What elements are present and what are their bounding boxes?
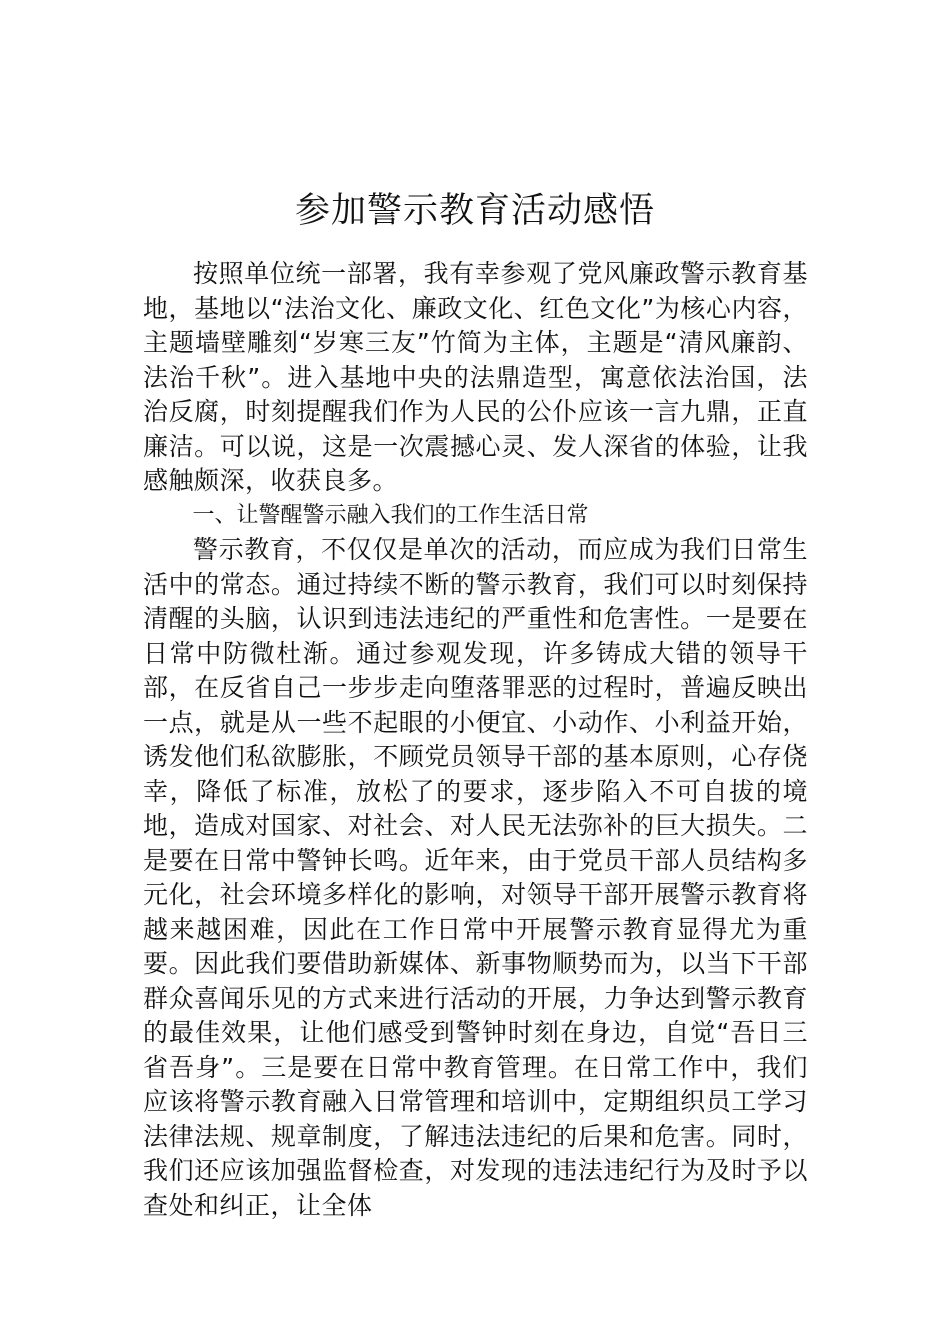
- document-body: [143, 257, 808, 1223]
- section-heading-1: 一、让警醒警示融入我们的工作生活日常: [192, 502, 589, 528]
- section-1-paragraph: 警示教育，不仅仅是单次的活动，而应成为我们日常生活中的常态。通过持续不断的警示教育，我们可以时刻保持清醒的头脑，认识到违法违纪的严重性和危害性。一是要在日常中防微杜渐。通过参观发现，许多铸成大错的领导干部，在反省自己一步步走向堕落罪恶的过程时，普遍反映出一点，就是从一些不起眼的小便宜、小动作、小利益开始，诱发他们私欲膨胀，不顾党员领导干部的基本原则，心存侥幸，降低了标准，放松了的要求，逐步陷入不可自拔的境地，造成对国家、对社会、对人民无法弥补的巨大损失。二是要在日常中警钟长鸣。近年来，由于党员干部人员结构多元化，社会环境多样化的影响，对领导干部开展警示教育将越来越困难，因此在工作日常中开展警示教育显得尤为重要。因此我们要借助新媒体、新事物顺势而为，以当下干部群众喜闻乐见的方式来进行活动的开展，力争达到警示教育的最佳效果，让他们感受到警钟时刻在身边，自觉“吾日三省吾身”。三是要在日常中教育管理。在日常工作中，我们应该将警示教育融入日常管理和培训中，定期组织员工学习法律法规、规章制度，了解违法违纪的后果和危害。同时，我们还应该加强监督检查，对发现的违法违纪行为及时予以查处和纠正，让全体: [143, 535, 808, 1220]
- intro-paragraph: 按照单位统一部署，我有幸参观了党风廉政警示教育基地，基地以“法治文化、廉政文化、红色文化”为核心内容，主题墙壁雕刻“岁寒三友”竹简为主体，主题是“清风廉韵、法治千秋”。进入基地中央的法鼎造型，寓意依法治国，法治反腐，时刻提醒我们作为人民的公仆应该一言九鼎，正直廉洁。可以说，这是一次震撼心灵、发人深省的体验，让我感触颇深，收获良多。: [143, 259, 808, 495]
- document-title: 参加警示教育活动感悟: [294, 191, 655, 232]
